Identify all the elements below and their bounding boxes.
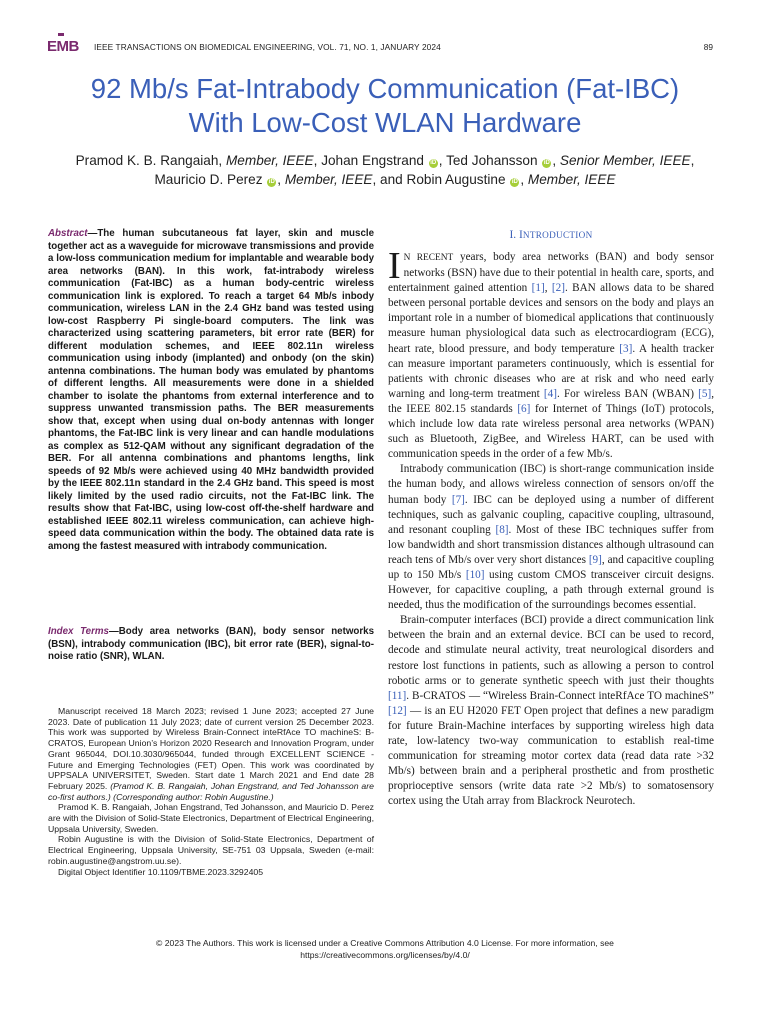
author-role: Member, IEEE (527, 171, 616, 187)
author-list (40, 152, 730, 189)
abstract (48, 228, 374, 553)
author-name: Pramod K. B. Rangaiah, (75, 153, 226, 168)
author-role: Member, IEEE (225, 153, 314, 168)
funding-text: Manuscript received 18 March 2023; revised 1 June 2023; accepted 27 June 2023. Date of publication 11 July 2023; date of current version 25 December 2023. This work was supported by Wireless Brain-Connect inteRfAce TO machineS: B-CRATOS, European Union’s Horizon 2020 Research and Innovation Program, under Grant 965044, DOI.10.3030/965044, funded through EXCELLENT SCIENCE - Future and Emerging Technologies (FET) Open. This work was coordinated by UPPSALA UNIVERSITET, Sweden. Start date 1 March 2021 and End date 28 February 2025. (48, 706, 374, 791)
abstract-dash: — (87, 228, 98, 239)
author-separator: , (520, 171, 528, 187)
citation-link[interactable]: [8] (495, 523, 509, 536)
body-text: . For wireless BAN (WBAN) (556, 387, 699, 400)
logo-accent-mark (58, 33, 64, 36)
section-title-rest: NTRODUCTION (522, 230, 593, 240)
body-text: Intrabody communication (IBC) is short-range communication inside the human body, and allows wireless connection of sensors on/off the human body (388, 463, 714, 506)
orcid-icon[interactable]: iD (543, 160, 550, 166)
citation-link[interactable]: [4] (543, 387, 557, 400)
corresponding-author-note: (Pramod K. B. Rangaiah, Johan Engstrand, and Ted Johansson are co-first authors.) (Corresponding author: Robin Augustine.) (48, 780, 374, 802)
affiliation-note: Pramod K. B. Rangaiah, Johan Engstrand, Ted Johansson, and Mauricio D. Perez are with the Division of Solid-State Electronics, Department of Electrical Engineering, Uppsala University, Sweden. (48, 802, 374, 834)
running-header (47, 38, 713, 58)
citation-link[interactable]: [1] (531, 282, 545, 295)
citation-link[interactable]: [11] (388, 689, 407, 702)
doi-note: Digital Object Identifier 10.1109/TBME.2023.3292405 (58, 866, 264, 877)
orcid-icon[interactable]: iD (430, 160, 437, 166)
author-separator: , (438, 153, 447, 168)
citation-link[interactable]: [12] (388, 704, 407, 717)
citation-link[interactable]: [10] (465, 568, 485, 581)
citation-link[interactable]: [7] (451, 493, 465, 506)
opening-small-caps: N RECENT (403, 253, 454, 263)
citation-link[interactable]: [9] (588, 553, 602, 566)
body-text: . B-CRATOS — “Wireless Brain-Connect inteRfAce TO machineS” (406, 689, 714, 702)
author-role: Member, IEEE (284, 171, 373, 187)
introduction-body (388, 245, 715, 809)
body-text: for Internet of Things (IoT) protocols, which include low data rate wireless personal area networks (WPAN) such as Bluetooth, ZigBee, and Wireless HART, can be used with communication speeds in the order of a few Mb/s. (388, 402, 715, 461)
abstract-label: Abstract (48, 228, 88, 239)
body-text: years, body area networks (BAN) and body sensor networks (BSN) have due to their potential in health care, sports, and entertainment gained attention (388, 251, 714, 295)
author-separator: , (313, 153, 322, 168)
body-text: , the IEEE 802.15 standards (388, 387, 714, 415)
title-line-1: 92 Mb/s Fat-Intrabody Communication (Fat-IBC) (90, 73, 680, 104)
author-separator: , (277, 171, 285, 187)
body-text: . Most of these IBC techniques suffer from low bandwidth and short transmission distances although ultrasound can reach tens of Mb/s over very short distances (388, 523, 714, 566)
author-name: Ted Johansson (446, 153, 538, 168)
author-separator: , (690, 153, 695, 168)
section-heading-introduction (388, 229, 714, 241)
paper-title (40, 72, 730, 140)
author-name: Mauricio D. Perez (154, 171, 263, 187)
body-text: , (544, 282, 552, 295)
abstract-text: The human subcutaneous fat layer, skin and muscle together act as a waveguide for microwave transmissions and provide a low-loss communication medium for implantable and wearable body area networks (BAN). In this work, fat-intrabody wireless communication (Fat-IBC) as a human body-centric wireless communication link is explored. To reach a target 64 Mb/s inbody communication, wireless LAN in the 2.4 GHz band was tested using low-cost Raspberry Pi single-board computers. The link was characterized using scattering parameters, bit error rate (BER) for different modulation schemes, and IEEE 802.11n wireless communication using inbody (implanted) and onbody (on the skin) antenna combinations. The human body was emulated by phantoms of different lengths. All measurements were done in a shielded chamber to isolate the phantoms from external interference and to suppress unwanted transmission paths. The BER measurements show that, except when using dual on-body antennas with longer phantoms, the Fat-IBC link is very linear and can handle modulations as complex as 512-QAM without any significant degradation of the BER. For all antenna combinations and phantoms lengths, link speeds of 92 Mb/s were achieved using 40 MHz bandwidth provided by the IEEE 802.11n standard in the 2.4 GHz band. This speed is most likely limited by the used radio circuits, not the Fat-IBC link. The results show that Fat-IBC, using low-cost off-the-shelf hardware and established IEEE 802.11 wireless communication, can achieve high-speed data communication within the body. The obtained data rate is among the fastest measured with intrabody communication. (48, 228, 374, 552)
body-text: using custom CMOS transceiver circuit designs. However, for capacitive coupling, a path through external ground is needed, thus the modification of the surroundings becomes essential. (388, 568, 714, 612)
manuscript-history-note (48, 706, 374, 802)
license-link[interactable]: https://creativecommons.org/licenses/by/4.0/ (300, 950, 470, 960)
license-footer (40, 937, 730, 961)
orcid-icon[interactable]: iD (268, 178, 275, 185)
citation-link[interactable]: [3] (619, 342, 633, 355)
section-title-initial: I (519, 229, 523, 241)
body-text: Brain-computer interfaces (BCI) provide a direct communication link between the brain and an external device. BCI can be used to record, decode and stimulate neural activity, treat neurological disorders and restore lost functions in patients, such as allowing a person to control robotic arms or to generate synthetic speech with just their thoughts (388, 614, 714, 687)
drop-cap: I (388, 245, 401, 287)
author-separator: , and (372, 171, 407, 187)
title-line-2: With Low-Cost WLAN Hardware (188, 107, 582, 138)
journal-citation: IEEE TRANSACTIONS ON BIOMEDICAL ENGINEERING, VOL. 71, NO. 1, JANUARY 2024 (94, 42, 441, 52)
citation-link[interactable]: [6] (517, 402, 531, 415)
body-text: — is an EU H2020 FET Open project that defines a new paradigm for future Brain-Machine interfaces by supporting wireless high data rate, low-latency two-way communication to establish real-time communication for streaming motor cortex data (read data rate >32 Mb/s) between brain and a peripheral prosthetic and from prosthetic proprioceptive sensors (write data rate >2 Mb/s) to somatosensory cortex using the Utah array from Blackrock Neurotech. (388, 704, 714, 808)
page-number: 89 (703, 42, 713, 52)
index-terms-text: Body area networks (BAN), body sensor networks (BSN), intrabody communication (IBC), bit error rate (BER), signal-to-noise ratio (SNR), WLAN. (48, 626, 375, 662)
logo-text: EMB (47, 38, 79, 55)
author-line-1 (40, 152, 730, 171)
first-page-footnotes (48, 706, 374, 877)
index-terms-label: Index Terms (48, 626, 109, 637)
citation-link[interactable]: [5] (698, 387, 712, 400)
author-role: Senior Member, IEEE (559, 153, 691, 168)
intro-paragraph-3 (388, 613, 714, 809)
citation-link[interactable]: [2] (551, 282, 565, 295)
author-name: Robin Augustine (406, 171, 506, 187)
author-name: Johan Engstrand (321, 153, 424, 168)
intro-paragraph-2 (388, 462, 714, 613)
emb-logo (47, 38, 79, 55)
orcid-icon[interactable]: iD (511, 178, 518, 185)
license-statement: © 2023 The Authors. This work is licensed under a Creative Commons Attribution 4.0 License. For more information, see (156, 938, 614, 948)
index-terms-dash: — (108, 626, 119, 637)
author-line-2 (40, 171, 730, 190)
author-separator: , (552, 153, 560, 168)
body-text: , and capacitive coupling up to 150 Mb/s (388, 553, 714, 581)
index-terms (48, 626, 374, 664)
body-text: . IBC can be deployed using a number of different techniques, such as galvanic coupling, capacitive coupling, ultrasound, and resonant coupling (388, 493, 714, 536)
body-text: . A health tracker can measure important parameters continuously, which is essential for patients with chronic diseases who are at risk and who need early warning and long-term treatment (388, 342, 714, 400)
body-text: . BAN allows data to be shared between personal portable devices and sensors on the body and plays an important role in a number of biomedical applications that continuously measure human physiological data such as electrocardiogram (ECG), heart rate, blood pressure, and body temperature (388, 282, 714, 355)
section-numeral: I. (509, 229, 520, 241)
affiliation-note: Robin Augustine is with the Division of Solid-State Electronics, Department of Electrical Engineering, Uppsala University, SE-751 03 Uppsala, Sweden (e-mail: robin.augustine@angstrom.uu.se). (48, 834, 374, 866)
intro-paragraph-1 (388, 245, 715, 462)
